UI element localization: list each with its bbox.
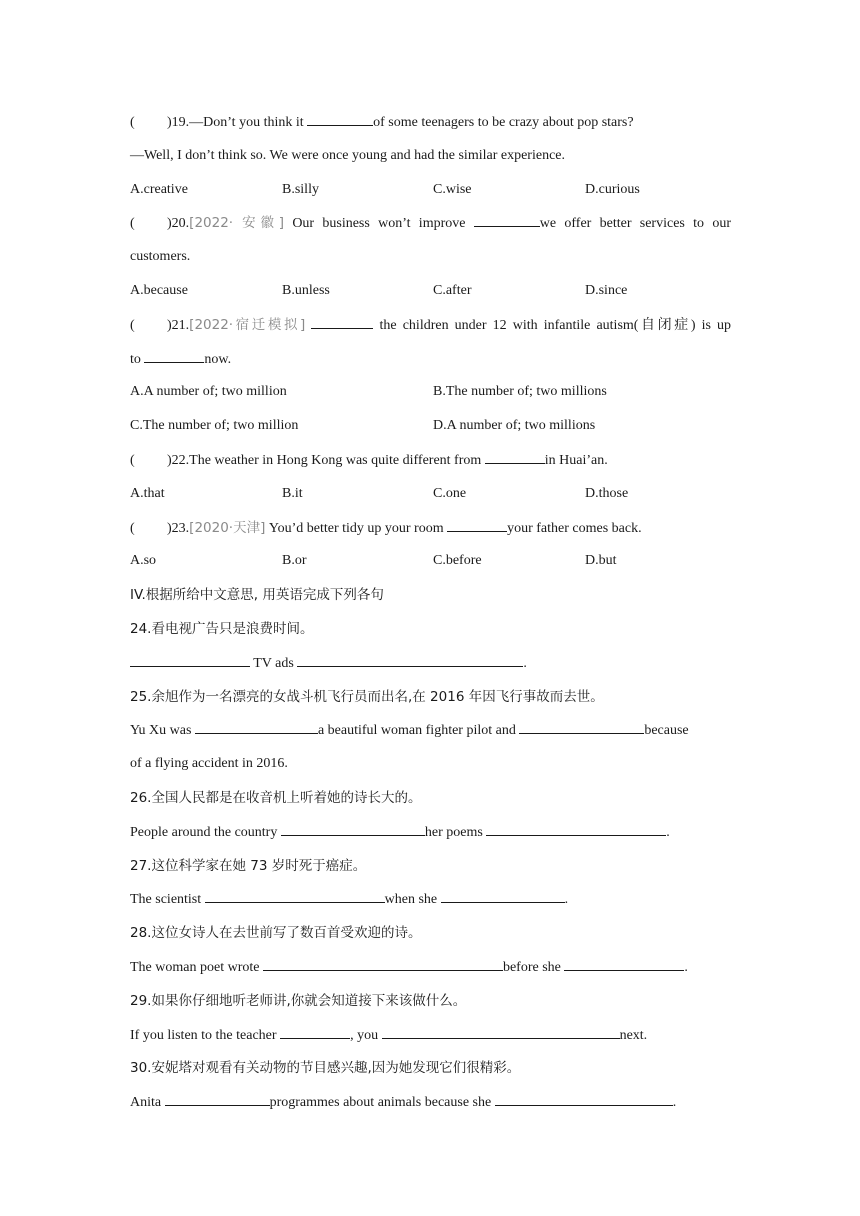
answer-blank[interactable] [281, 820, 425, 836]
stem-text: to [130, 351, 141, 367]
stem-text: now. [204, 351, 232, 367]
answer-blank[interactable] [447, 516, 507, 532]
option-a[interactable]: A.that [130, 485, 165, 501]
question-28-answer [130, 955, 731, 989]
option-a[interactable]: A.A number of; two million [130, 384, 287, 400]
answer-text: because [644, 723, 689, 739]
option-d[interactable]: D.but [585, 553, 617, 569]
question-number: )21. [167, 317, 190, 333]
answer-blank[interactable] [486, 820, 666, 836]
answer-blank[interactable] [165, 1090, 270, 1106]
answer-text: a beautiful woman fighter pilot and [317, 723, 516, 739]
question-24-answer [130, 651, 731, 685]
option-b[interactable]: B.or [282, 553, 307, 569]
option-c[interactable]: C.wise [433, 181, 472, 197]
stem-text: the children under 12 with infantile autism(自闭症) is up [379, 317, 732, 333]
answer-blank[interactable] [263, 955, 503, 971]
option-d[interactable]: D.curious [585, 181, 640, 197]
answer-blank[interactable] [441, 887, 565, 903]
question-25-chinese: 25.余旭作为一名漂亮的女战斗机飞行员而出名,在 2016 年因飞行事故而去世。 [130, 688, 604, 705]
answer-text: . [672, 1095, 677, 1111]
question-20-options [130, 279, 731, 313]
question-27-chinese: 27.这位科学家在她 73 岁时死于癌症。 [130, 857, 367, 874]
stem-text: You’d better tidy up your room [268, 520, 444, 536]
stem-text: your father comes back. [507, 520, 642, 536]
option-a[interactable]: A.so [130, 553, 157, 569]
option-a[interactable]: A.creative [130, 181, 188, 197]
question-27-answer [130, 887, 731, 921]
answer-blank[interactable] [495, 1090, 673, 1106]
answer-text: If you listen to the teacher [130, 1027, 277, 1043]
question-22-stem [130, 448, 731, 482]
answer-paren[interactable]: ( [130, 115, 135, 130]
question-21-options-cd [130, 414, 731, 448]
option-c[interactable]: C.The number of; two million [130, 418, 299, 434]
question-19-line2: —Well, I don’t think so. We were once young and had the similar experience. [130, 147, 565, 163]
stem-text: )22.The weather in Hong Kong was quite different from [167, 452, 482, 468]
option-b[interactable]: B.unless [282, 282, 330, 298]
answer-paren[interactable]: ( [130, 452, 135, 468]
answer-blank[interactable] [307, 110, 373, 126]
answer-text: . [684, 959, 688, 975]
question-28-chinese: 28.这位女诗人在去世前写了数百首受欢迎的诗。 [130, 925, 422, 942]
question-number: )20. [167, 216, 190, 232]
answer-blank[interactable] [311, 313, 373, 329]
option-d[interactable]: D.A number of; two millions [433, 418, 596, 434]
source-tag: [2020·天津] [189, 519, 266, 536]
answer-text: programmes about animals because she [269, 1095, 492, 1111]
answer-text: before she [502, 959, 561, 975]
answer-text: . [666, 824, 670, 840]
question-21-stem [130, 313, 731, 347]
answer-blank[interactable] [485, 448, 545, 464]
answer-paren[interactable]: ( [130, 520, 135, 536]
answer-paren[interactable]: ( [130, 216, 135, 232]
answer-blank[interactable] [382, 1023, 620, 1039]
answer-blank[interactable] [519, 718, 644, 734]
answer-text: next. [619, 1027, 648, 1043]
stem-text: in Huai’an. [544, 452, 608, 468]
worksheet [130, 110, 731, 1124]
answer-blank[interactable] [564, 955, 684, 971]
question-21-line2 [130, 347, 731, 381]
answer-text: The woman poet wrote [130, 959, 260, 975]
source-tag: [2022· 安徽] [189, 215, 285, 232]
option-c[interactable]: C.before [433, 553, 482, 569]
answer-text: TV ads [253, 655, 294, 671]
question-21-options-ab [130, 380, 731, 414]
question-19-options [130, 178, 731, 212]
question-30-chinese: 30.安妮塔对观看有关动物的节目感兴趣,因为她发现它们很精彩。 [130, 1060, 521, 1077]
question-25-answer [130, 718, 731, 752]
answer-text: . [523, 655, 527, 671]
question-24-chinese: 24.看电视广告只是浪费时间。 [130, 620, 314, 637]
answer-text: her poems [424, 824, 483, 840]
question-20-stem [130, 211, 731, 245]
answer-blank[interactable] [474, 211, 540, 227]
question-number: )23. [167, 520, 190, 536]
answer-text: , you [350, 1027, 379, 1043]
question-20-line2: customers. [130, 249, 191, 265]
option-c[interactable]: C.after [433, 282, 472, 298]
answer-text: People around the country [130, 824, 278, 840]
answer-text: when she [384, 892, 438, 908]
option-a[interactable]: A.because [130, 282, 188, 298]
option-b[interactable]: B.it [282, 485, 303, 501]
question-23-stem [130, 516, 731, 550]
question-29-answer [130, 1023, 731, 1057]
answer-blank[interactable] [297, 651, 523, 667]
source-tag: [2022·宿迁模拟] [189, 316, 306, 333]
question-29-chinese: 29.如果你仔细地听老师讲,你就会知道接下来该做什么。 [130, 992, 467, 1009]
question-26-chinese: 26.全国人民都是在收音机上听着她的诗长大的。 [130, 789, 422, 806]
option-b[interactable]: B.silly [282, 181, 319, 197]
answer-blank[interactable] [195, 718, 318, 734]
answer-text: The scientist [130, 892, 202, 908]
answer-blank[interactable] [130, 651, 250, 667]
option-c[interactable]: C.one [433, 485, 467, 501]
question-19-stem [130, 110, 731, 144]
question-22-options [130, 482, 731, 516]
option-b[interactable]: B.The number of; two millions [433, 384, 607, 400]
answer-blank[interactable] [280, 1023, 350, 1039]
option-d[interactable]: D.those [585, 485, 629, 501]
stem-text: Our business won’t improve [292, 216, 466, 232]
answer-text: Anita [130, 1095, 162, 1111]
stem-text: of some teenagers to be crazy about pop stars? [373, 115, 634, 130]
question-23-options [130, 549, 731, 583]
answer-text: Yu Xu was [130, 723, 192, 739]
section-heading: IV.根据所给中文意思, 用英语完成下列各句 [130, 587, 384, 604]
question-26-answer [130, 820, 731, 854]
option-d[interactable]: D.since [585, 282, 628, 298]
answer-paren[interactable]: ( [130, 317, 135, 333]
answer-blank[interactable] [205, 887, 385, 903]
answer-text: . [564, 892, 569, 908]
question-30-answer [130, 1090, 731, 1124]
stem-text: we offer better services to our [539, 216, 731, 232]
question-25-line2: of a flying accident in 2016. [130, 756, 288, 772]
stem-text: )19.—Don’t you think it [167, 115, 304, 130]
answer-blank[interactable] [144, 347, 204, 363]
